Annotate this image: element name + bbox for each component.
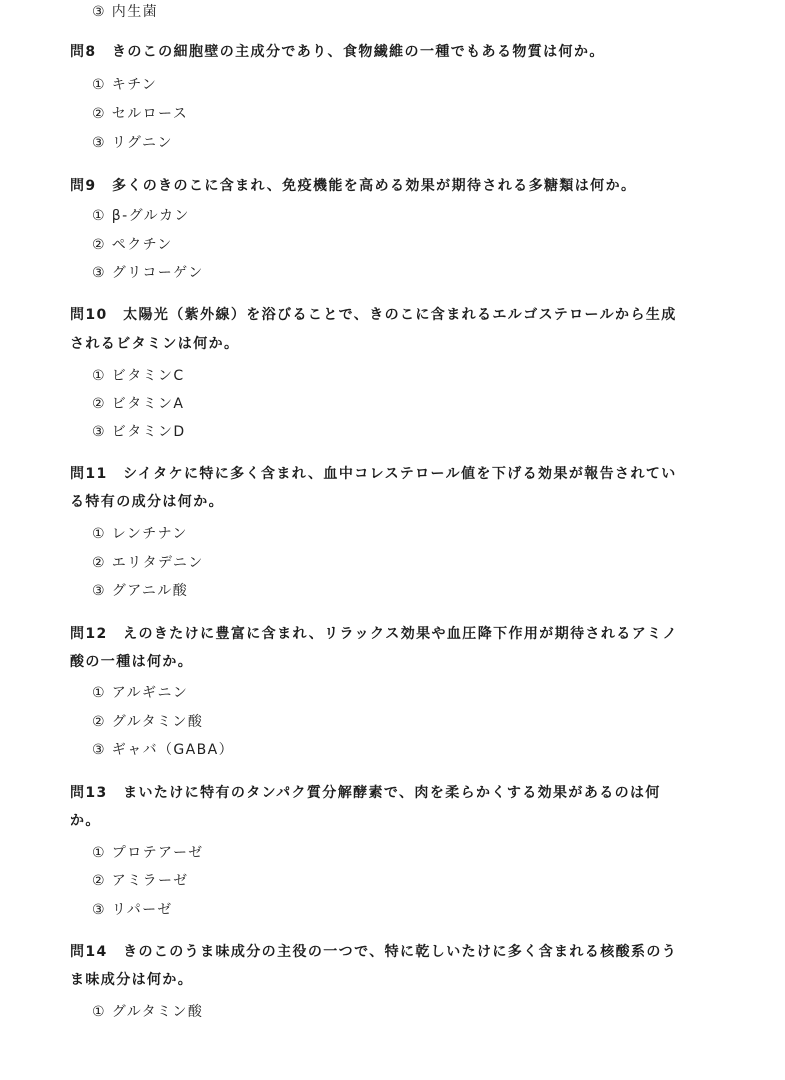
- question-8-text: 問8 きのこの細胞壁の主成分であり、食物繊維の一種でもある物質は何か。: [70, 44, 605, 60]
- question-12-option-2: ② グルタミン酸: [92, 714, 204, 730]
- question-13-text-line-1: 問13 まいたけに特有のタンパク質分解酵素で、肉を柔らかくする効果があるのは何: [70, 785, 661, 801]
- question-12-text-line-2: 酸の一種は何か。: [70, 654, 194, 670]
- question-9-option-1: ① β-グルカン: [92, 208, 190, 224]
- question-10-text-line-1: 問10 太陽光（紫外線）を浴びることで、きのこに含まれるエルゴステロールから生成: [70, 307, 677, 323]
- question-10-option-2: ② ビタミンA: [92, 396, 185, 412]
- question-10-option-1: ① ビタミンC: [92, 368, 185, 384]
- question-11-text-line-1: 問11 シイタケに特に多く含まれ、血中コレステロール値を下げる効果が報告されてい: [70, 466, 677, 482]
- question-13-option-3: ③ リパーゼ: [92, 902, 173, 918]
- question-8-option-3: ③ リグニン: [92, 135, 173, 151]
- question-14-option-1: ① グルタミン酸: [92, 1004, 204, 1020]
- carryover-option: ③ 内生菌: [92, 4, 159, 20]
- question-9-text: 問9 多くのきのこに含まれ、免疫機能を高める効果が期待される多糖類は何か。: [70, 178, 637, 194]
- question-13-option-1: ① プロテアーゼ: [92, 845, 204, 861]
- question-9-option-2: ② ペクチン: [92, 237, 173, 253]
- question-8-option-2: ② セルロース: [92, 106, 189, 122]
- question-9-option-3: ③ グリコーゲン: [92, 265, 204, 281]
- question-12-option-1: ① アルギニン: [92, 685, 189, 701]
- question-10-option-3: ③ ビタミンD: [92, 424, 186, 440]
- question-13-text-line-2: か。: [70, 813, 101, 829]
- question-14-text-line-2: ま味成分は何か。: [70, 972, 194, 988]
- question-13-option-2: ② アミラーゼ: [92, 873, 189, 889]
- question-11-option-1: ① レンチナン: [92, 526, 188, 542]
- question-11-option-3: ③ グアニル酸: [92, 583, 189, 599]
- question-11-text-line-2: る特有の成分は何か。: [70, 494, 224, 510]
- question-10-text-line-2: されるビタミンは何か。: [70, 336, 240, 352]
- question-12-text-line-1: 問12 えのきたけに豊富に含まれ、リラックス効果や血圧降下作用が期待されるアミノ: [70, 626, 678, 642]
- question-14-text-line-1: 問14 きのこのうま味成分の主役の一つで、特に乾しいたけに多く含まれる核酸系のう: [70, 944, 678, 960]
- question-12-option-3: ③ ギャバ（GABA）: [92, 742, 235, 758]
- question-8-option-1: ① キチン: [92, 77, 158, 93]
- question-11-option-2: ② エリタデニン: [92, 555, 204, 571]
